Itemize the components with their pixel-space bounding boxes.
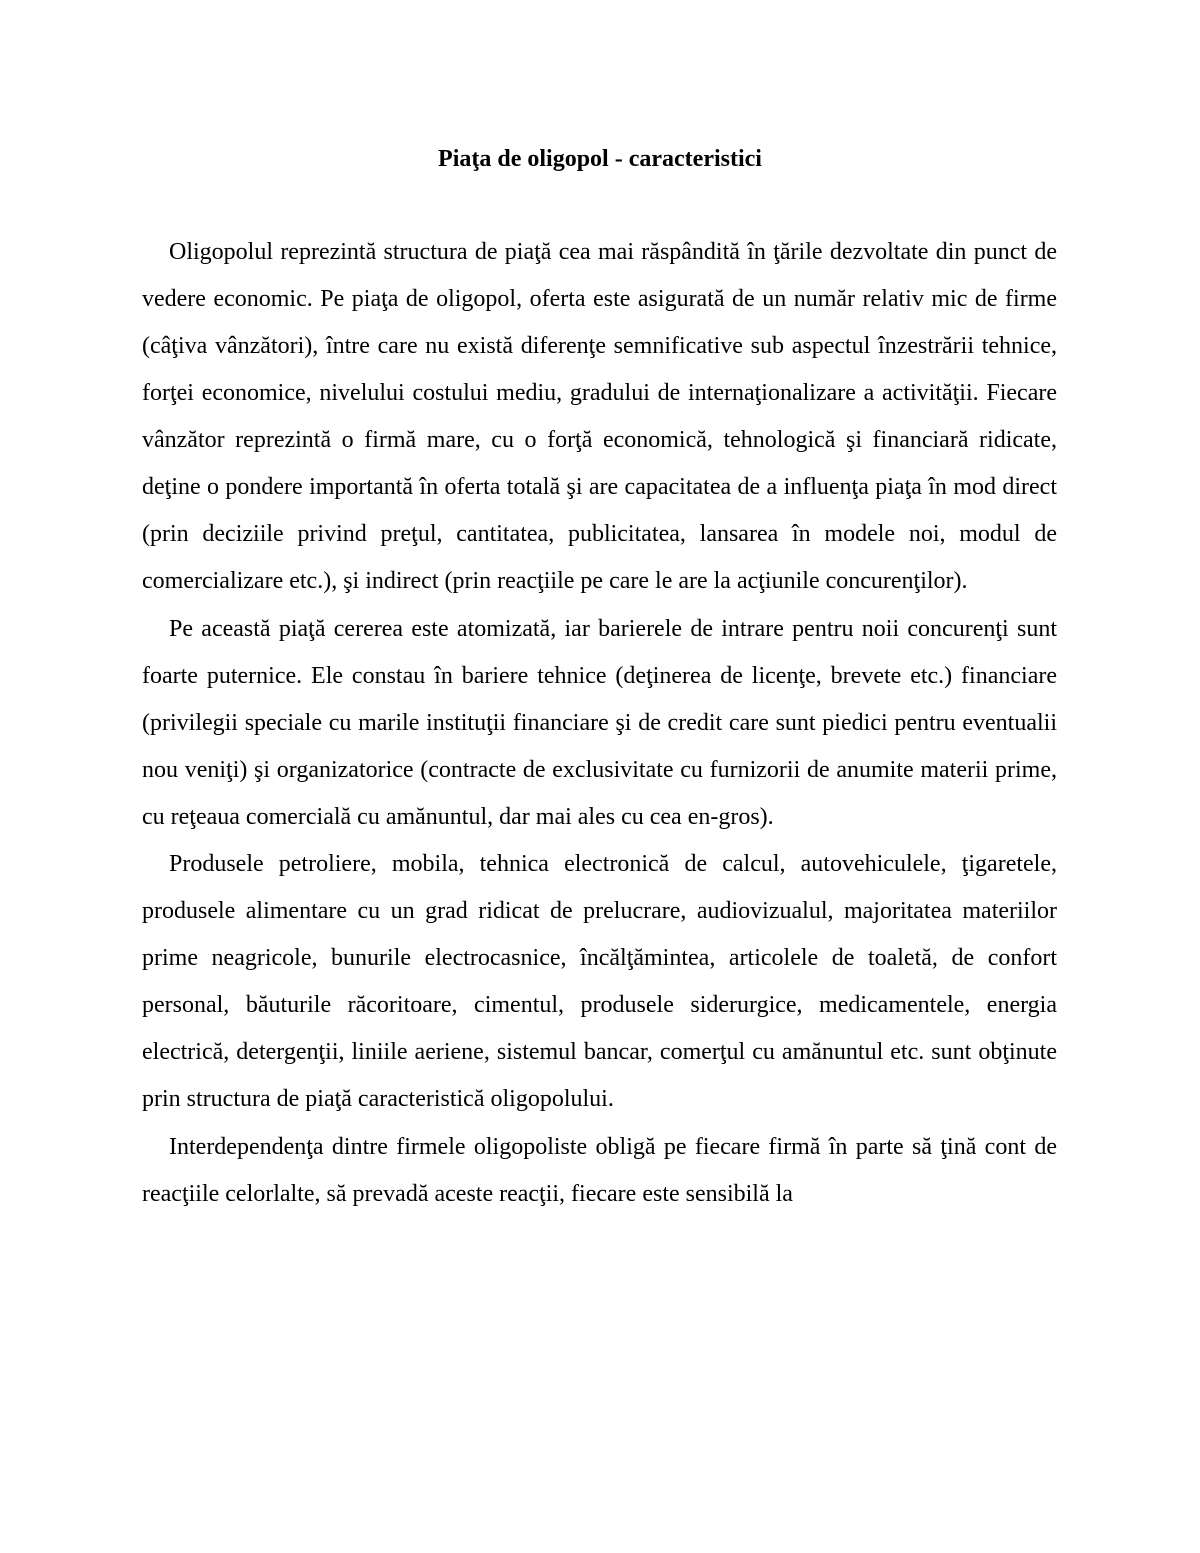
document-body xyxy=(142,229,1057,1218)
paragraph-product-examples: Produsele petroliere, mobila, tehnica electronică de calcul, autovehiculele, ţigaretele, produsele alimentare cu un grad ridicat de prelucrare, audiovizualul, majoritatea materiilor prime neagricole, bunurile electrocasnice, încălţămintea, articolele de toaletă, de confort personal, băuturile răcoritoare, cimentul, produsele siderurgice, medicamentele, energia electrică, detergenţii, liniile aeriene, sistemul bancar, comerţul cu amănuntul etc. sunt obţinute prin structura de piaţă caracteristică oligopolului. xyxy=(142,851,1057,1112)
paragraph-interdependence: Interdependenţa dintre firmele oligopoliste obligă pe fiecare firmă în parte să ţină cont de reacţiile celorlalte, să prevadă aceste reacţii, fiecare este sensibilă la xyxy=(142,1133,1057,1207)
paragraph-entry-barriers: Pe această piaţă cererea este atomizată, iar barierele de intrare pentru noii concurenţi sunt foarte puternice. Ele constau în bariere tehnice (deţinerea de licenţe, brevete etc.) financiare (privilegii speciale cu marile instituţii financiare şi de credit care sunt piedici pentru eventualii nou veniţi) şi organizatorice (contracte de exclusivitate cu furnizorii de anumite materii prime, cu reţeaua comercială cu amănuntul, dar mai ales cu cea en-gros). xyxy=(142,615,1057,830)
document-title: Piaţa de oligopol - caracteristici xyxy=(438,146,762,172)
paragraph-oligopol-definition: Oligopolul reprezintă structura de piaţă cea mai răspândită în ţările dezvoltate din punct de vedere economic. Pe piaţa de oligopol, oferta este asigurată de un număr relativ mic de firme (câţiva vânzători), între care nu există diferenţe semnificative sub aspectul înzestrării tehnice, forţei economice, nivelului costului mediu, gradului de internaţionalizare a activităţii. Fiecare vânzător reprezintă o firmă mare, cu o forţă economică, tehnologică şi financiară ridicate, deţine o pondere importantă în oferta totală şi are capacitatea de a influenţa piaţa în mod direct (prin deciziile privind preţul, cantitatea, publicitatea, lansarea în modele noi, modul de comercializare etc.), şi indirect (prin reacţiile pe care le are la acţiunile concurenţilor). xyxy=(142,239,1057,594)
